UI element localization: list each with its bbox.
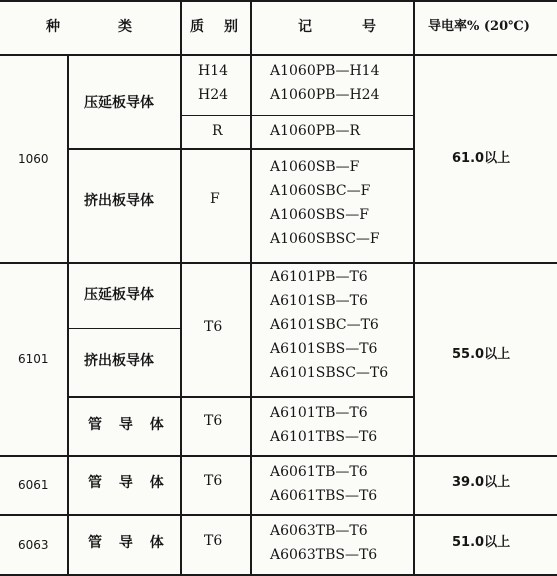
code-6101-sbs-t6: A6101SBS—T6	[270, 341, 378, 357]
alloy-6101: 6101	[18, 352, 49, 366]
type-6063-pipe: 管 导 体	[88, 535, 170, 551]
code-6061-tb-t6: A6061TB—T6	[270, 464, 368, 480]
header-conductivity: 导电率% (20℃)	[428, 19, 530, 34]
code-1060-sbsc-f: A1060SBSC—F	[270, 231, 380, 247]
temper-6061: T6	[204, 473, 223, 489]
conductivity-1060: 61.0以上	[452, 151, 511, 166]
code-1060-pb-h24: A1060PB—H24	[270, 87, 380, 103]
header-temper-1: 质	[190, 19, 204, 35]
type-1060-rolled: 压延板导体	[84, 95, 154, 111]
code-6101-pb-t6: A6101PB—T6	[270, 269, 368, 285]
temper-6101-shared: T6	[204, 319, 223, 335]
rule-6101-sub	[68, 328, 180, 329]
temper-1060-h24: H24	[198, 87, 229, 103]
code-1060-pb-r: A1060PB—R	[270, 123, 360, 139]
conductivity-6101: 55.0以上	[452, 347, 511, 362]
temper-6063: T6	[204, 533, 223, 549]
type-6061-pipe: 管 导 体	[88, 475, 170, 491]
temper-1060-r: R	[212, 123, 223, 139]
conductivity-6063: 51.0以上	[452, 535, 511, 550]
code-6061-tbs-t6: A6061TBS—T6	[270, 488, 378, 504]
rule-header-bottom	[0, 54, 557, 56]
rule-kind-split	[67, 54, 69, 574]
rule-6061-bottom	[0, 514, 557, 516]
temper-6101-pipe: T6	[204, 413, 223, 429]
code-6063-tbs-t6: A6063TBS—T6	[270, 547, 378, 563]
alloy-1060: 1060	[18, 152, 49, 166]
type-6101-pipe: 管 导 体	[88, 417, 170, 433]
code-6101-sbc-t6: A6101SBC—T6	[270, 317, 379, 333]
code-1060-sbs-f: A1060SBS—F	[270, 207, 369, 223]
code-6101-tb-t6: A6101TB—T6	[270, 405, 368, 421]
rule-cond-left	[413, 0, 415, 576]
temper-1060-h14: H14	[198, 63, 229, 79]
rule-top	[0, 0, 557, 2]
code-6101-tbs-t6: A6101TBS—T6	[270, 429, 378, 445]
header-code-1: 记	[298, 19, 312, 35]
code-6101-sb-t6: A6101SB—T6	[270, 293, 368, 309]
header-temper-2: 别	[224, 19, 238, 35]
rule-1060-bottom	[0, 262, 557, 264]
header-kind-1: 种	[46, 19, 60, 35]
code-1060-pb-h14: A1060PB—H14	[270, 63, 380, 79]
rule-r-sep	[180, 115, 414, 116]
rule-6101-bottom	[0, 455, 557, 457]
conductivity-6061: 39.0以上	[452, 475, 511, 490]
alloy-6061: 6061	[18, 478, 49, 492]
type-6101-rolled: 压延板导体	[84, 287, 154, 303]
header-kind-2: 类	[118, 19, 132, 35]
rule-temper-left	[180, 0, 182, 576]
rule-1060-mid	[68, 148, 414, 150]
header-code-2: 号	[362, 19, 376, 35]
code-6101-sbsc-t6: A6101SBSC—T6	[270, 365, 389, 381]
code-6063-tb-t6: A6063TB—T6	[270, 523, 368, 539]
rule-6101-pipe	[68, 396, 414, 398]
code-1060-sbc-f: A1060SBC—F	[270, 183, 371, 199]
type-1060-extruded: 挤出板导体	[84, 193, 154, 209]
temper-1060-f: F	[210, 191, 220, 207]
code-1060-sb-f: A1060SB—F	[270, 159, 360, 175]
rule-code-left	[250, 0, 252, 576]
alloy-6063: 6063	[18, 538, 49, 552]
type-6101-extruded: 挤出板导体	[84, 353, 154, 369]
